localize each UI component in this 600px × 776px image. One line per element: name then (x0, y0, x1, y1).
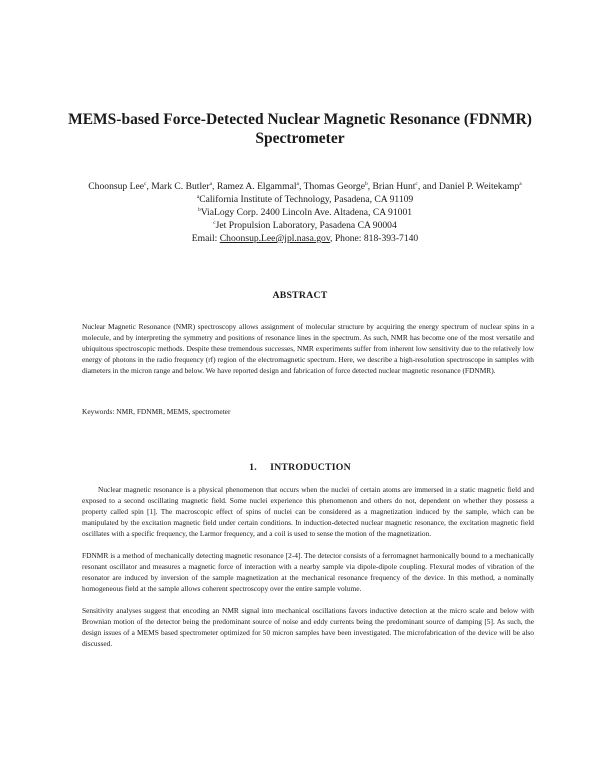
affiliation-mark: b (364, 180, 368, 187)
affiliation-c (70, 219, 540, 232)
intro-paragraph-2: FDNMR is a method of mechanically detecting magnetic resonance [2-4]. The detector consists of a ferromagnet harmonically bound to a mechanically resonant oscillator and measures a magnetic force of interaction with a nearby sample via dipole-dipole coupling. Flexural modes of vibration of the resonator are induced by inversion of the sample magnetization at the mechanical resonance frequency of the device. In this method, a nominally homogeneous field at the sample allows coherent spectroscopy over the entire sample volume. (82, 551, 534, 593)
author-name: , Brian Hunt (367, 181, 416, 192)
author-list (70, 180, 540, 193)
author-name: , Mark C. Butler (146, 181, 210, 192)
affiliation-mark: c (143, 180, 147, 187)
affiliation-mark: b (197, 206, 201, 213)
affiliation-text: Jet Propulsion Laboratory, Pasadena CA 90004 (215, 220, 397, 231)
affiliation-mark: a (296, 180, 299, 187)
affiliation-a (70, 193, 540, 206)
author-name: , Thomas George (298, 181, 365, 192)
affiliation-mark: a (519, 180, 522, 187)
author-name: , Ramez A. Elgammal (212, 181, 297, 192)
author-block (70, 180, 540, 245)
intro-paragraph-1: Nuclear magnetic resonance is a physical phenomenon that occurs when the nuclei of certain atoms are immersed in a static magnetic field and exposed to a second oscillating magnetic field. Some nuclei experience this phenomenon and others do not, dependent on whether they possess a property called spin [1]. The macroscopic effect of spins of nuclei can be considered as a magnetization induced by the sample, which can be manipulated by the excitation magnetic field under certain conditions. In induction-detected nuclear magnetic resonance, the excitation magnetic field oscillates with a specific frequency, the Larmor frequency, and a coil is used to sense the motion of the magnetization. (82, 485, 534, 538)
affiliation-mark: c (213, 219, 216, 226)
affiliation-text: California Institute of Technology, Pasadena, CA 91109 (199, 194, 414, 205)
abstract-heading: ABSTRACT (272, 290, 328, 301)
author-name: Choonsup Lee (88, 181, 144, 192)
phone-text: , Phone: 818-393-7140 (330, 233, 419, 244)
affiliation-mark: c (415, 180, 418, 187)
affiliation-mark: a (209, 180, 213, 187)
introduction-heading: 1. INTRODUCTION (249, 462, 351, 473)
email-label: Email: (191, 233, 220, 244)
affiliation-mark: a (196, 193, 200, 200)
email-link[interactable]: Choonsup.Lee@jpl.nasa.gov (219, 233, 331, 244)
contact-line (70, 232, 540, 245)
paper-title: MEMS-based Force-Detected Nuclear Magnetic Resonance (FDNMR) Spectrometer (68, 111, 532, 147)
keywords: Keywords: NMR, FDNMR, MEMS, spectrometer (82, 407, 231, 416)
affiliation-text: ViaLogy Corp. 2400 Lincoln Ave. Altadena, CA 91001 (200, 207, 413, 218)
author-name: , and Daniel P. Weitekamp (417, 181, 520, 192)
affiliation-b (70, 206, 540, 219)
intro-paragraph-3: Sensitivity analyses suggest that encoding an NMR signal into mechanical oscillations favors inductive detection at the micro scale and below with Brownian motion of the detector being the predominant source of noise and eddy currents being the predominant source of damping [5]. As such, the design issues of a MEMS based spectrometer optimized for 50 micron samples have been investigated. The microfabrication of the device will be also discussed. (82, 606, 534, 648)
abstract-text: Nuclear Magnetic Resonance (NMR) spectroscopy allows assignment of molecular structure by acquiring the energy spectrum of nuclear spins in a molecule, and by interpreting the symmetry and positions of resonance lines in the spectrum. As such, NMR has become one of the most versatile and ubiquitous spectroscopic methods. Despite these tremendous successes, NMR experiments suffer from inherent low sensitivity due to the relatively low energy of photons in the radio frequency (rf) region of the electromagnetic spectrum. Here, we describe a high-resolution spectroscope in samples with diameters in the micron range and below. We have reported design and fabrication of force detected nuclear magnetic resonance (FDNMR). (82, 322, 534, 375)
